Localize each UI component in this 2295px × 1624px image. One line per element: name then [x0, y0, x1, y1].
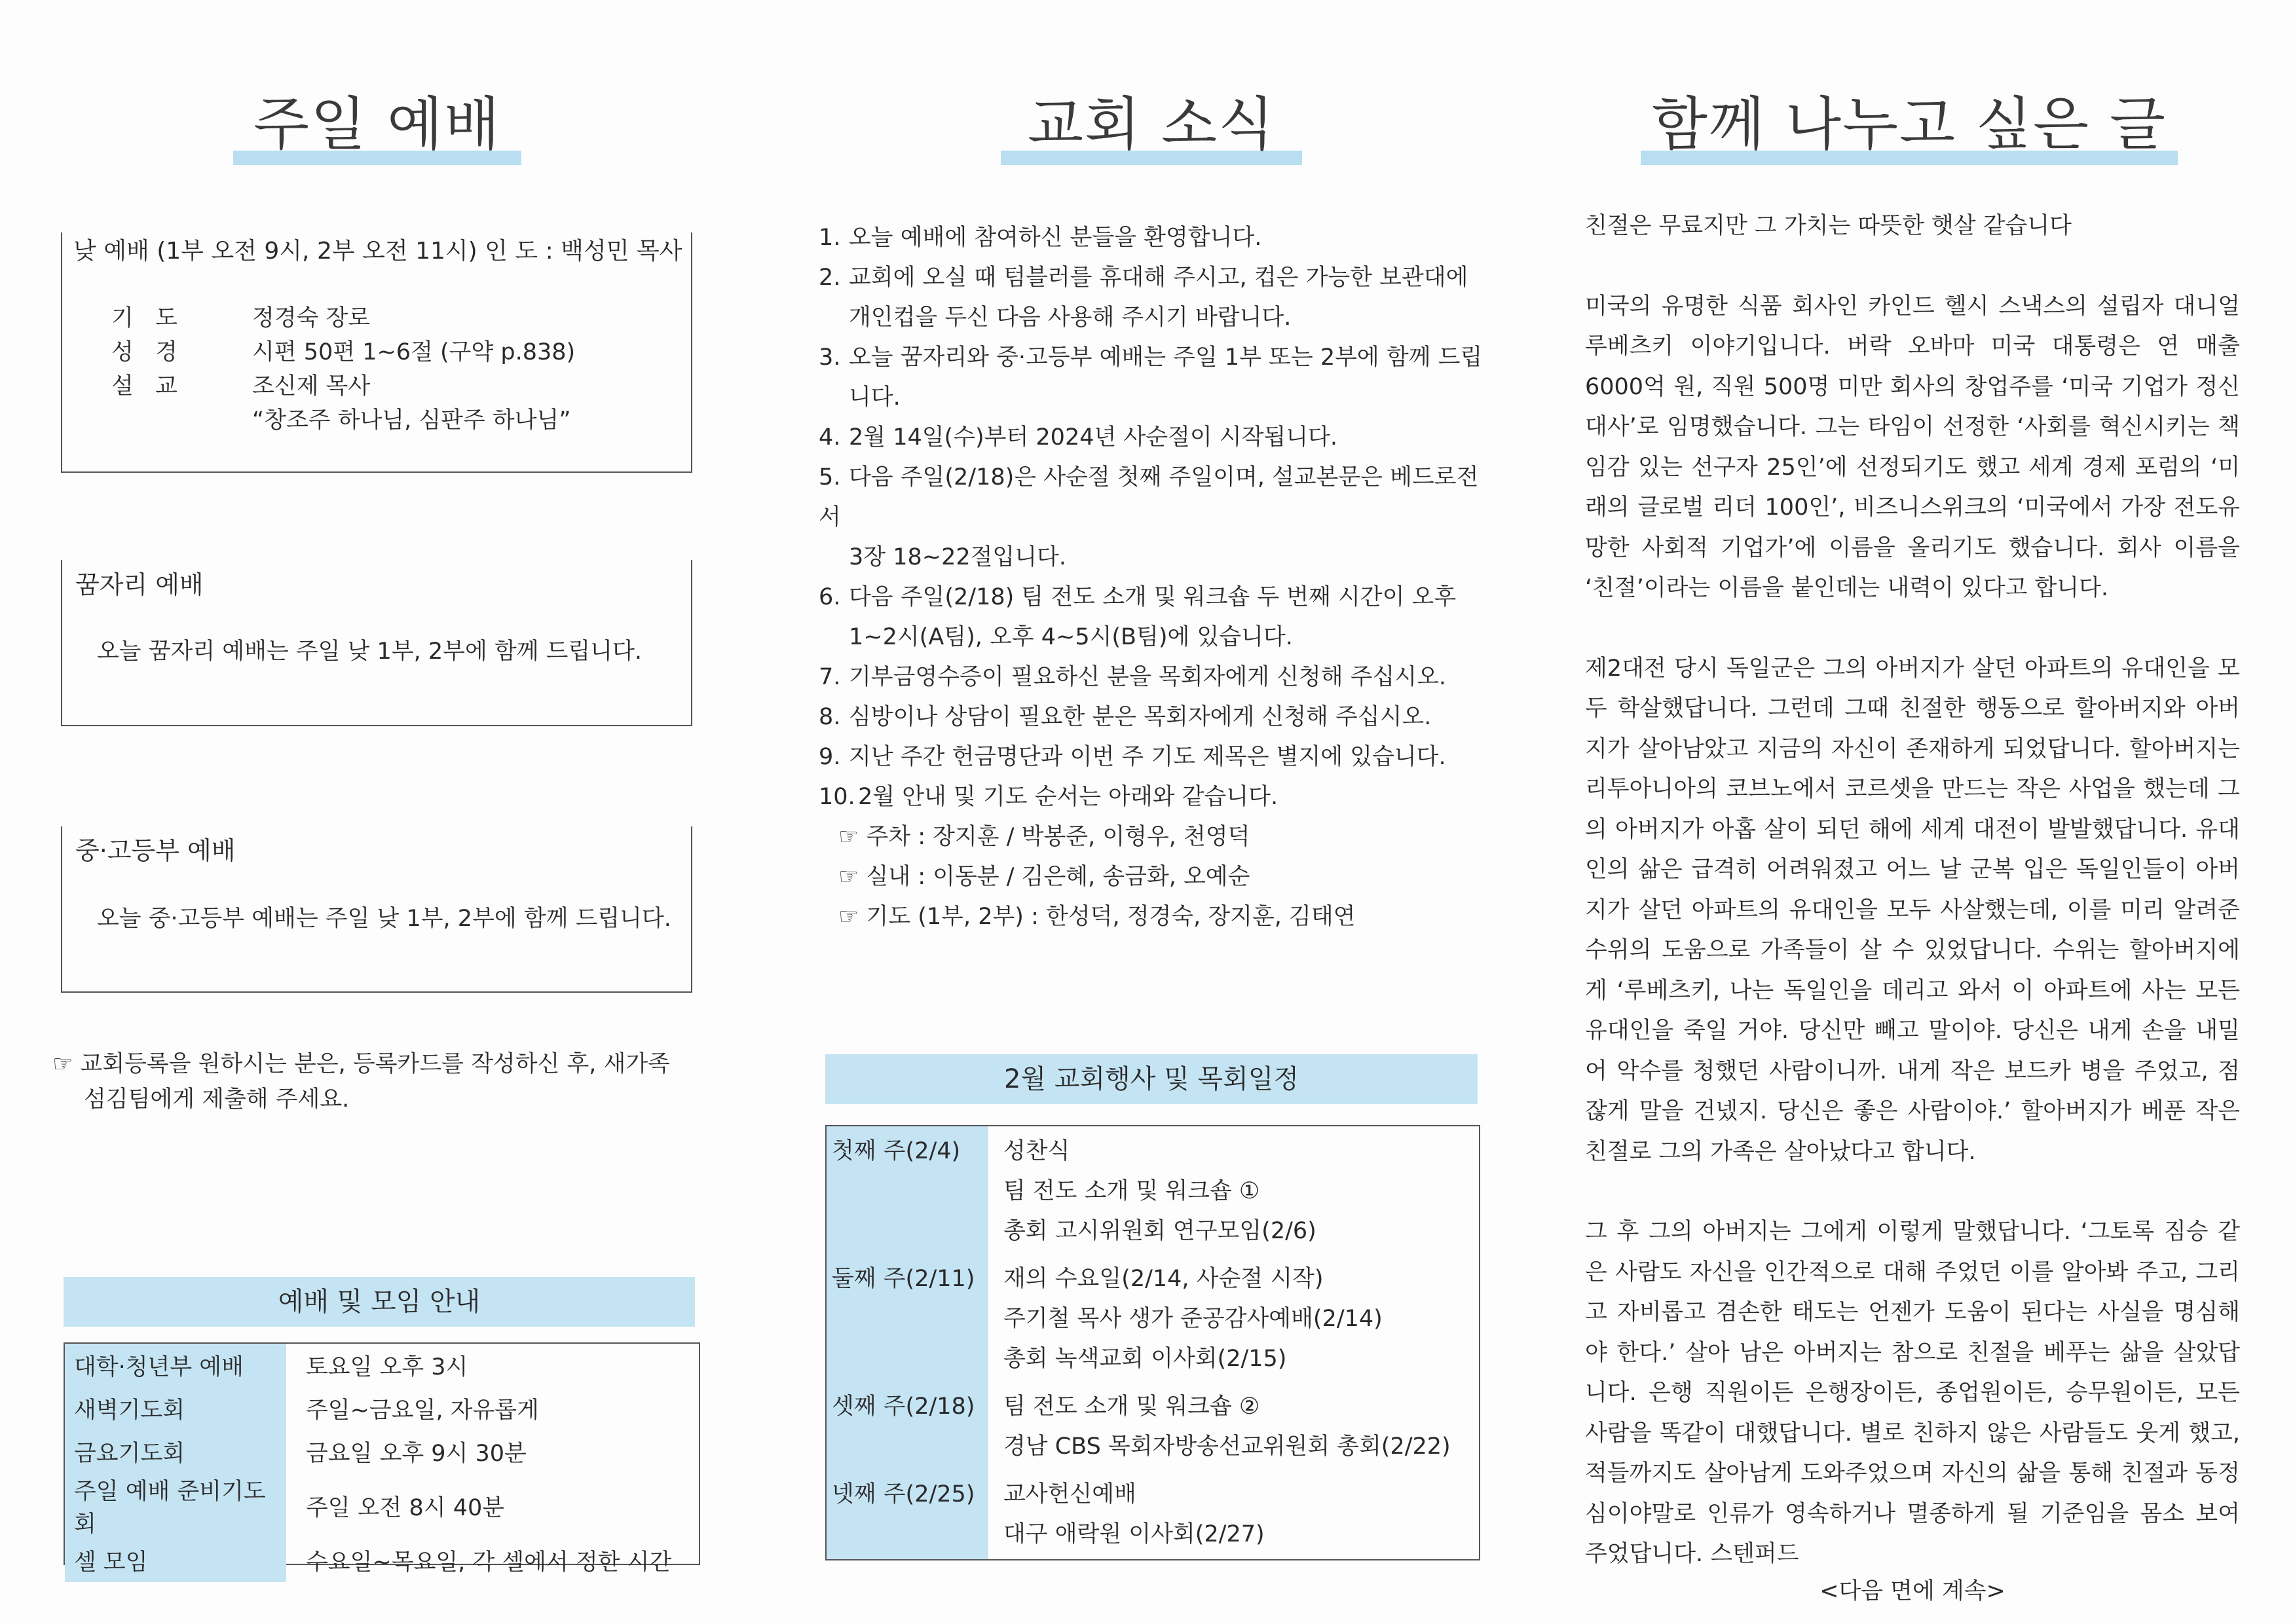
schedule-time: 수요일~목요일, 각 셀에서 정한 시간	[306, 1549, 672, 1576]
main-service-rows	[111, 300, 575, 435]
schedule-time: 토요일 오후 3시	[306, 1354, 468, 1380]
duty-line: ☞ 주차 : 장지훈 / 박봉준, 이형우, 천영덕	[838, 824, 1250, 850]
schedule-name: 대학·청년부 예배	[65, 1344, 286, 1387]
schedule-time: 주일~금요일, 자유롭게	[306, 1397, 539, 1424]
schedule-name: 새벽기도회	[65, 1387, 286, 1430]
schedule-time: 금요일 오후 9시 30분	[306, 1441, 527, 1467]
news-item: 1. 오늘 예배에 참여하신 분들을 환영합니다.	[819, 225, 1262, 251]
registration-notice: ☞ 교회등록을 원하시는 분은, 등록카드를 작성하신 후, 새가족 섬김팀에게 제출해 주세요.	[52, 1051, 670, 1113]
schedule-table	[64, 1342, 700, 1576]
news-item: 5. 다음 주일(2/18)은 사순절 첫째 주일이며, 설교본문은 베드로전서 3장 18~22절입니다.	[819, 464, 1479, 570]
schedule-name: 주일 예배 준비기도회	[65, 1473, 286, 1539]
service-row: 성 경 시편 50편 1~6절 (구약 p.838)	[111, 339, 576, 365]
calendar-week: 첫째 주(2/4) 성찬식 팀 전도 소개 및 워크숍 ① 총회 고시위원회 연구모임(2/6)	[832, 1138, 1316, 1244]
news-title	[1001, 79, 1302, 161]
news-title-text: 교회 소식	[1027, 90, 1275, 158]
news-list	[819, 218, 1493, 937]
essay-paragraph: 제2대전 당시 독일군은 그의 아버지가 살던 아파트의 유대인을 모두 학살했답니다. 그런데 그때 친절한 행동으로 할아버지와 아버지가 살아남았고 지금의 자신이 존재하게 되었답니다. 할아버지는 리투아니아의 코브노에서 코르셋을 만드는 작은 사업을 했는데 그의 아버지가 아홉 살이 되던 해에 세계 대전이 발발했답니다. 유대인의 삶은 급격히 어려워졌고 어느 날 군복 입은 독일인들이 아버지가 살던 아파트의 유대인을 모두 사살했는데, 이를 미리 알려준 수위의 도움으로 가족들이 살 수 있었답니다. 수위는 할아버지에게 ‘루베츠키, 나는 독일인을 데리고 와서 이 아파트에 사는 모든 유대인을 죽일 거야. 당신만 빼고 말이야. 당신은 내게 손을 내밀어 악수를 청했던 사람이니까. 내게 작은 보드카 병을 주었고, 점잖게 말을 건넸지. 당신은 좋은 사람이야.’ 할아버지가 베푼 작은 친절로 그의 가족은 살아났다고 합니다.	[1585, 655, 2240, 1165]
sermon-title: “창조주 하나님, 심판주 하나님”	[252, 407, 571, 434]
news-item: 10. 2월 안내 및 기도 순서는 아래와 같습니다.	[819, 784, 1278, 810]
children-worship-label: 꿈자리 예배	[75, 570, 204, 599]
calendar-content	[832, 1132, 1451, 1555]
service-row: 기 도 정경숙 장로	[111, 305, 371, 331]
youth-worship-label: 중·고등부 예배	[75, 836, 236, 865]
duty-line: ☞ 실내 : 이동분 / 김은혜, 송금화, 오예순	[838, 864, 1250, 890]
essay-subtitle: 친절은 무료지만 그 가치는 따뜻한 햇살 같습니다	[1585, 213, 2072, 239]
schedule-time: 주일 오전 8시 40분	[306, 1495, 505, 1521]
schedule-name: 셀 모임	[65, 1539, 286, 1582]
schedule-header: 예배 및 모임 안내	[64, 1277, 695, 1327]
continued-note: <다음 면에 계속>	[1819, 1578, 2006, 1604]
children-worship-text: 오늘 꿈자리 예배는 주일 낮 1부, 2부에 함께 드립니다.	[97, 638, 642, 665]
schedule-name: 금요기도회	[65, 1430, 286, 1473]
news-item: 7. 기부금영수증이 필요하신 분을 목회자에게 신청해 주십시오.	[819, 664, 1447, 690]
news-item: 2. 교회에 오실 때 텀블러를 휴대해 주시고, 컵은 가능한 보관대에 개인컵을 두신 다음 사용해 주시기 바랍니다.	[819, 265, 1468, 331]
duty-line: ☞ 기도 (1부, 2부) : 한성덕, 정경숙, 장지훈, 김태연	[838, 904, 1356, 930]
main-service-header: 낮 예배 (1부 오전 9시, 2부 오전 11시) 인 도 : 백성민 목사	[73, 238, 682, 265]
calendar-week: 넷째 주(2/25) 교사헌신예배 대구 애락원 이사회(2/27)	[832, 1481, 1265, 1547]
service-row: 설 교 조신제 목사	[111, 373, 371, 399]
news-item: 8. 심방이나 상담이 필요한 분은 목회자에게 신청해 주십시오.	[819, 704, 1432, 730]
essay-paragraph: 미국의 유명한 식품 회사인 카인드 헬시 스낵스의 설립자 대니얼 루베츠키 이야기입니다. 버락 오바마 미국 대통령은 연 매출 6000억 원, 직원 500명 미만 회사의 창업주를 ‘미국 기업가 정신 대사’로 임명했습니다. 그는 타임이 선정한 ‘사회를 혁신시키는 책임감 있는 선구자 25인’에 선정되기도 했고 세계 경제 포럼의 ‘미래의 글로벌 리더 100인’, 비즈니스위크의 ‘미국에서 가장 전도유망한 사회적 기업가’에 이름을 올리기도 했습니다. 회사 이름을 ‘친절’이라는 이름을 붙인데는 내력이 있다고 합니다.	[1585, 293, 2240, 601]
youth-worship-text: 오늘 중·고등부 예배는 주일 낮 1부, 2부에 함께 드립니다.	[97, 906, 671, 932]
essay-title	[1641, 79, 2178, 161]
worship-title-text: 주일 예배	[253, 90, 501, 158]
essay-body	[1585, 206, 2240, 1608]
essay-title-text: 함께 나누고 싶은 글	[1652, 90, 2167, 158]
news-item: 3. 오늘 꿈자리와 중·고등부 예배는 주일 1부 또는 2부에 함께 드립 니다.	[819, 344, 1483, 411]
essay-paragraph: 그 후 그의 아버지는 그에게 이렇게 말했답니다. ‘그토록 짐승 같은 사람도 자신을 인간적으로 대해 주었던 이를 알아봐 주고, 그리고 자비롭고 겸손한 태도는 언젠가 도움이 된다는 사실을 명심해야 한다.’ 살아 남은 아버지는 참으로 친절을 베푸는 삶을 살았답니다. 은행 직원이든 은행장이든, 종업원이든, 승무원이든, 모든 사람을 똑같이 대했답니다. 별로 친하지 않은 사람들도 웃게 했고, 적들까지도 살아남게 도와주었으며 자신의 삶을 통해 친절과 동정심이야말로 인류가 영속하거나 멸종하게 될 기준임을 몸소 보여 주었답니다. 스텐퍼드	[1585, 1219, 2240, 1567]
calendar-week: 둘째 주(2/11) 재의 수요일(2/14, 사순절 시작) 주기철 목사 생가 준공감사예배(2/14) 총회 녹색교회 이사회(2/15)	[832, 1266, 1383, 1372]
calendar-week: 셋째 주(2/18) 팀 전도 소개 및 워크숍 ② 경남 CBS 목회자방송선교위원회 총회(2/22)	[832, 1393, 1451, 1460]
news-item: 9. 지난 주간 헌금명단과 이번 주 기도 제목은 별지에 있습니다.	[819, 744, 1446, 770]
worship-title	[233, 79, 521, 161]
calendar-header: 2월 교회행사 및 목회일정	[825, 1054, 1478, 1104]
news-item: 6. 다음 주일(2/18) 팀 전도 소개 및 워크숍 두 번째 시간이 오후 1~2시(A팀), 오후 4~5시(B팀)에 있습니다.	[819, 584, 1457, 650]
news-item: 4. 2월 14일(수)부터 2024년 사순절이 시작됩니다.	[819, 424, 1337, 451]
